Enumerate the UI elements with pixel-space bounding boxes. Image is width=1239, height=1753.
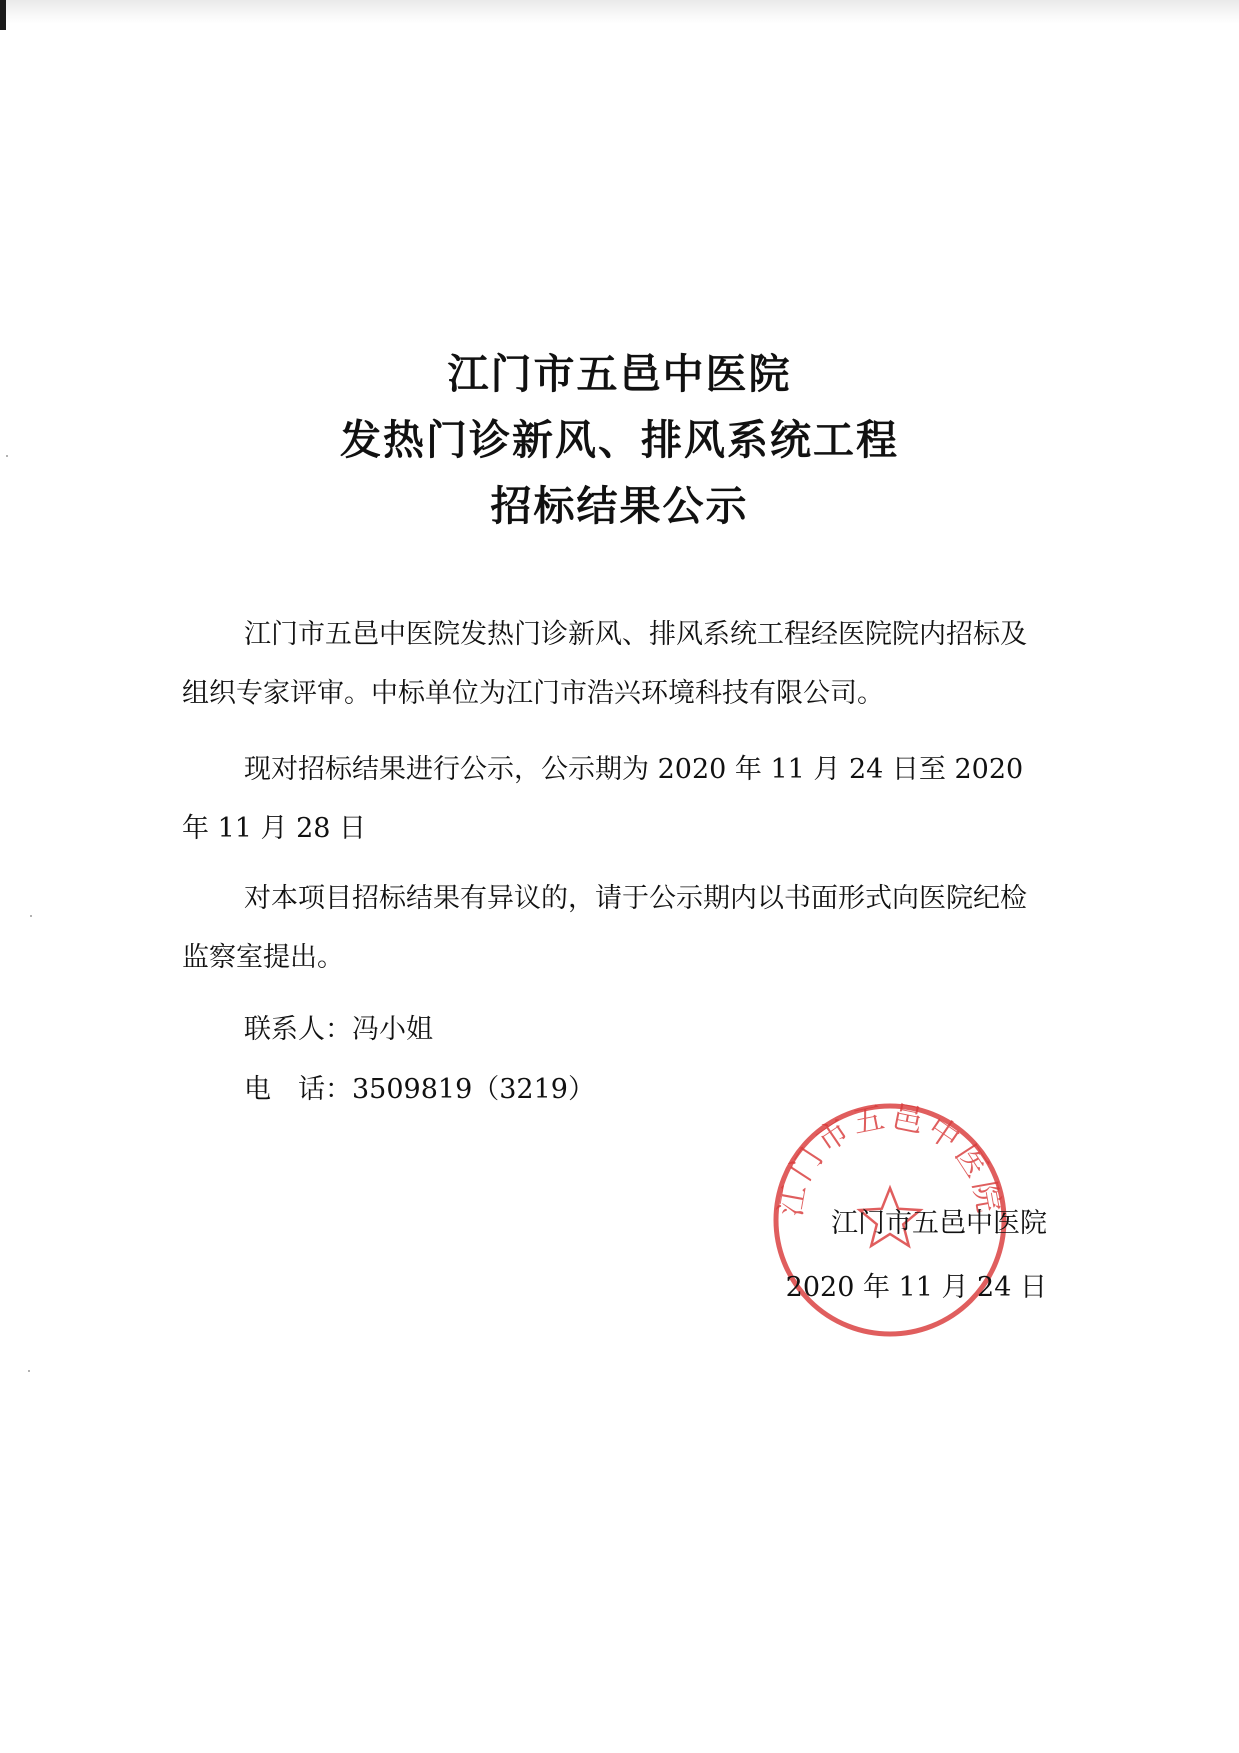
paragraph-tender-result: 江门市五邑中医院发热门诊新风、排风系统工程经医院院内招标及组织专家评审。中标单位为江门市浩兴环境科技有限公司。 xyxy=(182,619,1027,709)
signature-organization: 江门市五邑中医院 xyxy=(831,1208,1047,1239)
contact-name: 冯小姐 xyxy=(352,1014,433,1045)
seal-arc-path-text: 江门市五邑中医院 xyxy=(772,1100,1008,1220)
scan-edge-mark xyxy=(0,0,6,30)
title-line-notice: 招标结果公示 xyxy=(490,482,749,530)
scan-edge-shadow xyxy=(0,0,1239,24)
phone-value: 3509819（3219） xyxy=(352,1074,595,1105)
scan-speck xyxy=(28,1370,30,1372)
phone-label: 电 话： xyxy=(244,1074,352,1105)
title-line-project: 发热门诊新风、排风系统工程 xyxy=(340,416,899,464)
phone-line xyxy=(244,1060,595,1119)
scan-speck xyxy=(30,915,32,917)
title-line-hospital: 江门市五邑中医院 xyxy=(447,350,792,398)
paragraph-publicity-period: 现对招标结果进行公示，公示期为 2020 年 11 月 24 日至 2020 年 11 月 28 日 xyxy=(182,754,1024,844)
contact-label: 联系人： xyxy=(244,1014,352,1045)
contact-line xyxy=(244,1000,433,1059)
paragraph-objection: 对本项目招标结果有异议的，请于公示期内以书面形式向医院纪检监察室提出。 xyxy=(182,883,1027,973)
signature-date: 2020 年 11 月 24 日 xyxy=(785,1272,1047,1303)
